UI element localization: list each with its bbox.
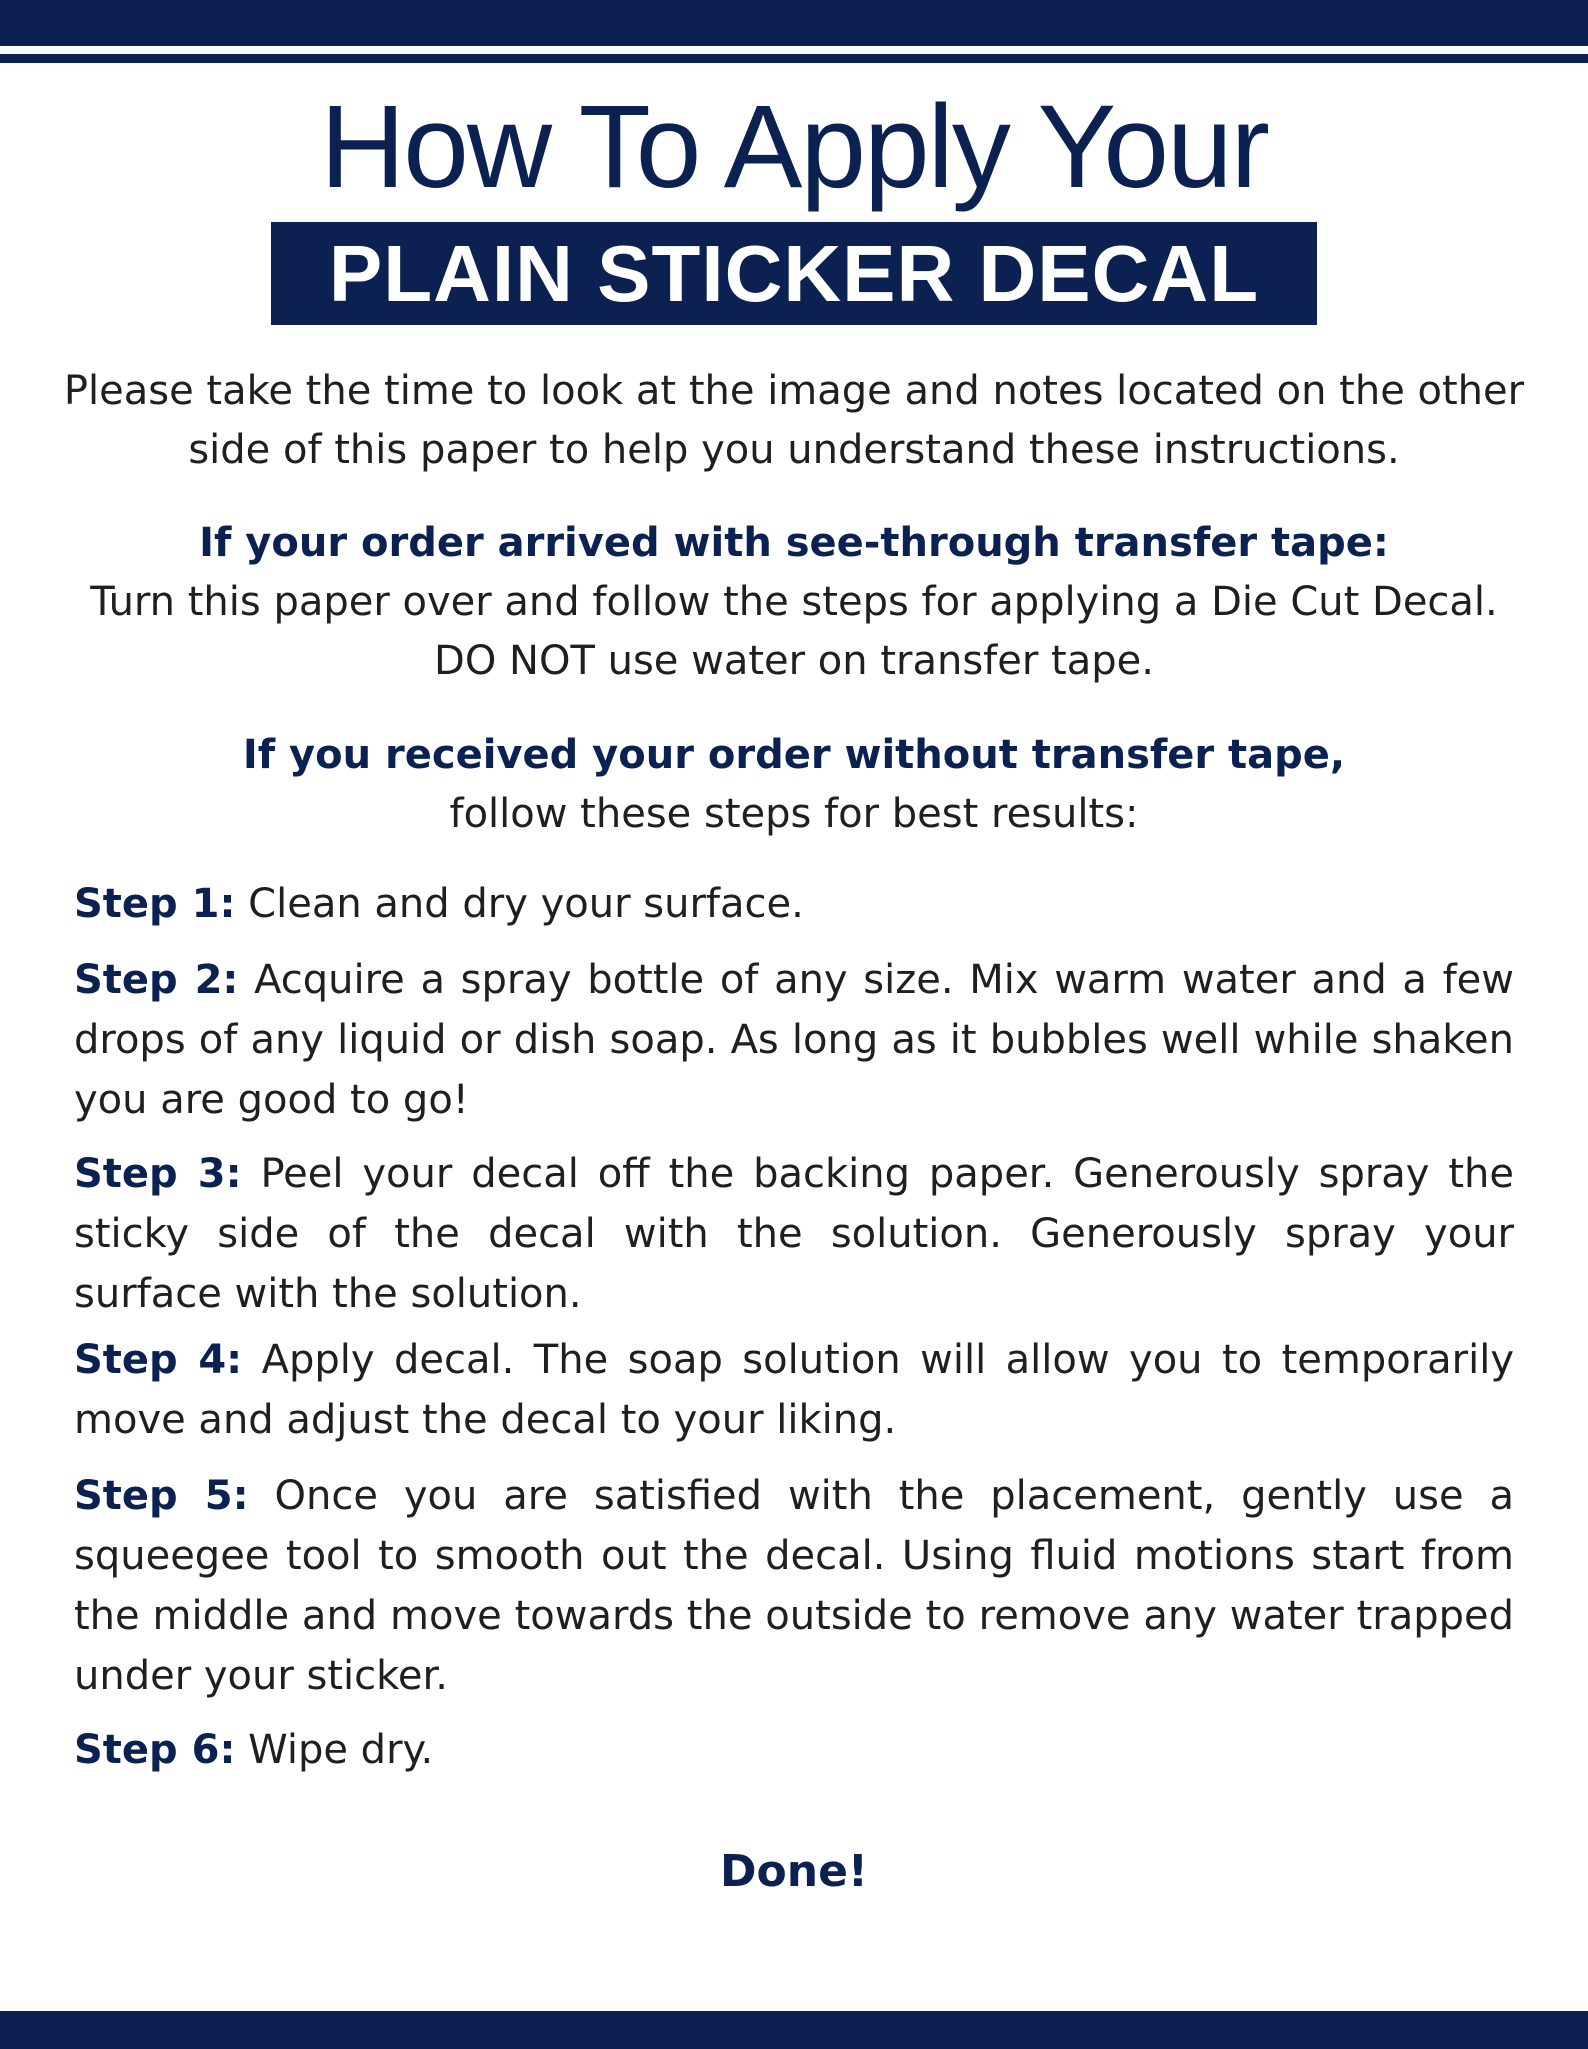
page-title: How To Apply Your (320, 81, 1268, 213)
step-3-text: Peel your decal off the backing paper. Generously spray the sticky side of the decal with the solution. Generously spray your surface with the solution. (74, 1151, 1514, 1317)
top-border-band (0, 0, 1588, 46)
step-5-label: Step 5: (74, 1473, 249, 1519)
step-3 (74, 1144, 1514, 1324)
step-2-label: Step 2: (74, 957, 239, 1003)
step-4 (74, 1330, 1514, 1450)
step-3-label: Step 3: (74, 1151, 242, 1197)
bottom-border-band (0, 2011, 1588, 2049)
transfer-tape-section (60, 514, 1528, 691)
step-6-text: Wipe dry. (248, 1727, 434, 1773)
step-2-text: Acquire a spray bottle of any size. Mix warm water and a few drops of any liquid or dish soap. As long as it bubbles well while shaken you are good to go! (74, 957, 1514, 1123)
no-tape-heading: If you received your order without transfer tape, (242, 732, 1346, 778)
subtitle-banner: PLAIN STICKER DECAL (271, 222, 1317, 325)
step-4-text: Apply decal. The soap solution will allow you to temporarily move and adjust the decal to your liking. (74, 1337, 1514, 1443)
no-tape-line-1: follow these steps for best results: (449, 791, 1139, 837)
transfer-tape-line-1: Turn this paper over and follow the steps for applying a Die Cut Decal. (90, 579, 1498, 625)
step-1-text: Clean and dry your surface. (248, 881, 804, 927)
transfer-tape-line-2: DO NOT use water on transfer tape. (434, 638, 1154, 684)
step-5 (74, 1466, 1514, 1706)
step-4-label: Step 4: (74, 1337, 243, 1383)
step-1 (74, 874, 1514, 934)
top-border-rule (0, 54, 1588, 63)
step-6-label: Step 6: (74, 1727, 236, 1773)
no-tape-section (60, 726, 1528, 844)
step-1-label: Step 1: (74, 881, 236, 927)
intro-paragraph: Please take the time to look at the image and notes located on the other side of this paper to help you understand these instructions. (63, 368, 1525, 473)
transfer-tape-heading: If your order arrived with see-through transfer tape: (199, 520, 1389, 566)
done-text: Done! (720, 1846, 868, 1897)
step-2 (74, 950, 1514, 1130)
step-6 (74, 1720, 1514, 1780)
step-5-text: Once you are satisfied with the placement, gently use a squeegee tool to smooth out the decal. Using fluid motions start from the middle and move towards the outside to remove any water trapped under your sticker. (74, 1473, 1515, 1699)
